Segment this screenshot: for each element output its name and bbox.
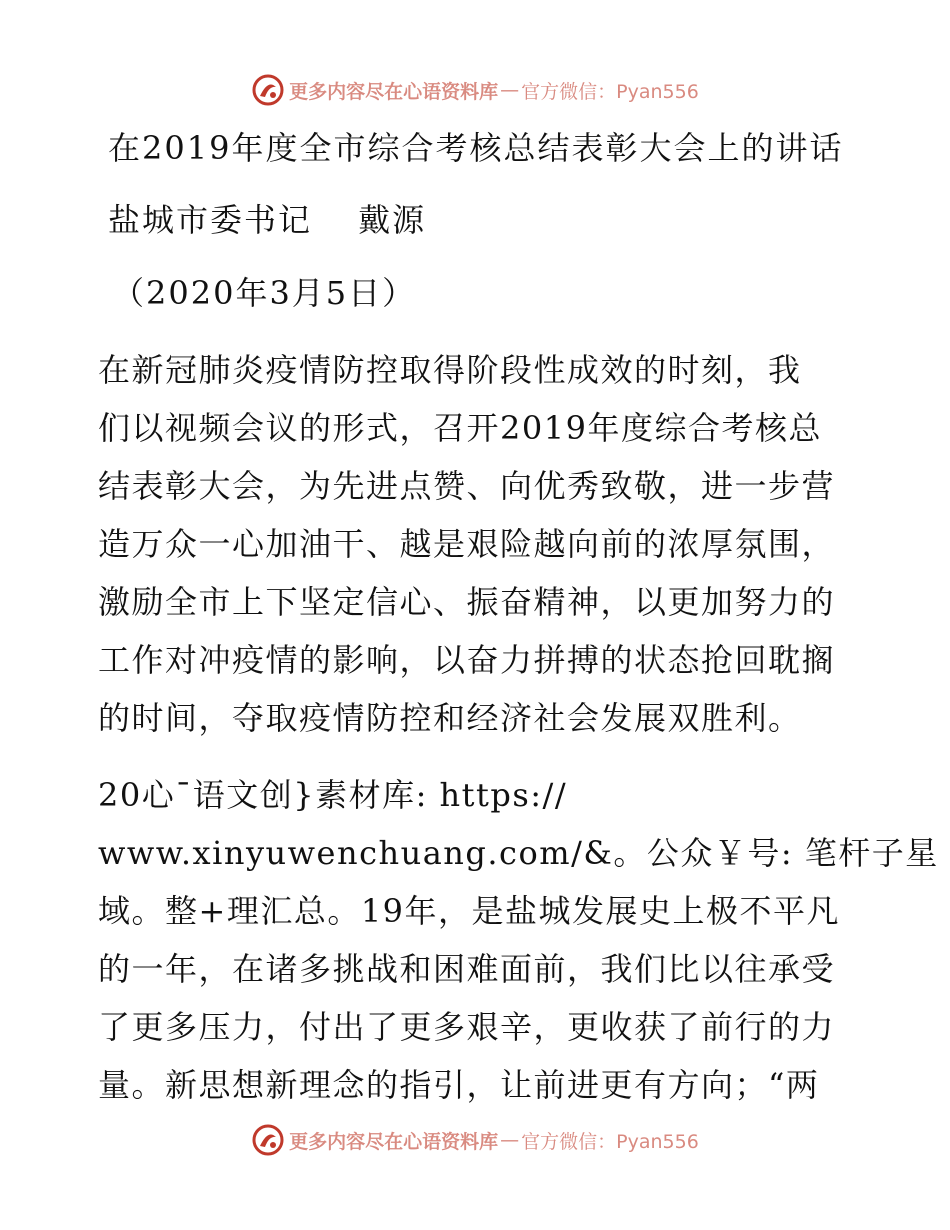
watermark-footer: [0, 1120, 950, 1160]
paragraph1-line: 造万众一心加油干、越是艰险越向前的浓厚氛围，: [98, 525, 836, 563]
paragraph1-line: 在新冠肺炎疫情防控取得阶段性成效的时刻，我: [98, 351, 802, 389]
paragraph2-line: 的一年，在诸多挑战和困难面前，我们比以往承受: [98, 950, 836, 988]
watermark-wechat-text: 官方微信：Pyan556: [521, 1130, 699, 1153]
document-title: 在2019年度全市综合考核总结表彰大会上的讲话: [108, 129, 844, 167]
paragraph2-line: 20心¯语文创}素材库: https://: [98, 776, 568, 814]
watermark-dash: —: [500, 1129, 520, 1151]
paragraph2-line: 量。新思想新理念的指引，让前进更有方向；“两: [98, 1066, 820, 1104]
paragraph2-line: 域。整+理汇总。19年，是盐城发展史上极不平凡: [98, 892, 841, 930]
watermark-brand-text: 更多内容尽在心语资料库: [289, 80, 499, 103]
paragraph1-line: 激励全市上下坚定信心、振奋精神，以更加努力的: [98, 583, 836, 621]
paragraph1-line: 结表彰大会，为先进点赞、向优秀致敬，进一步营: [98, 467, 836, 505]
paragraph1-line: 们以视频会议的形式，召开2019年度综合考核总: [98, 409, 822, 447]
paragraph2-line: 了更多压力，付出了更多艰辛，更收获了前行的力: [98, 1008, 836, 1046]
watermark-wechat-text: 官方微信：Pyan556: [521, 80, 699, 103]
watermark-header: [0, 70, 950, 110]
brand-logo-icon: [251, 1123, 285, 1157]
document-date: （2020年3月5日）: [112, 274, 417, 312]
watermark-dash: —: [500, 79, 520, 101]
paragraph1-line: 的时间，夺取疫情防控和经济社会发展双胜利。: [98, 699, 802, 737]
watermark-brand-text: 更多内容尽在心语资料库: [289, 1130, 499, 1153]
brand-logo-icon: [251, 73, 285, 107]
paragraph2-line: www.xinyuwenchuang.com/&。公众￥号: 笔杆子星: [98, 834, 939, 872]
paragraph1-line: 工作对冲疫情的影响，以奋力拼搏的状态抢回耽搁: [98, 641, 836, 679]
document-author: 盐城市委书记 戴源: [108, 201, 427, 239]
